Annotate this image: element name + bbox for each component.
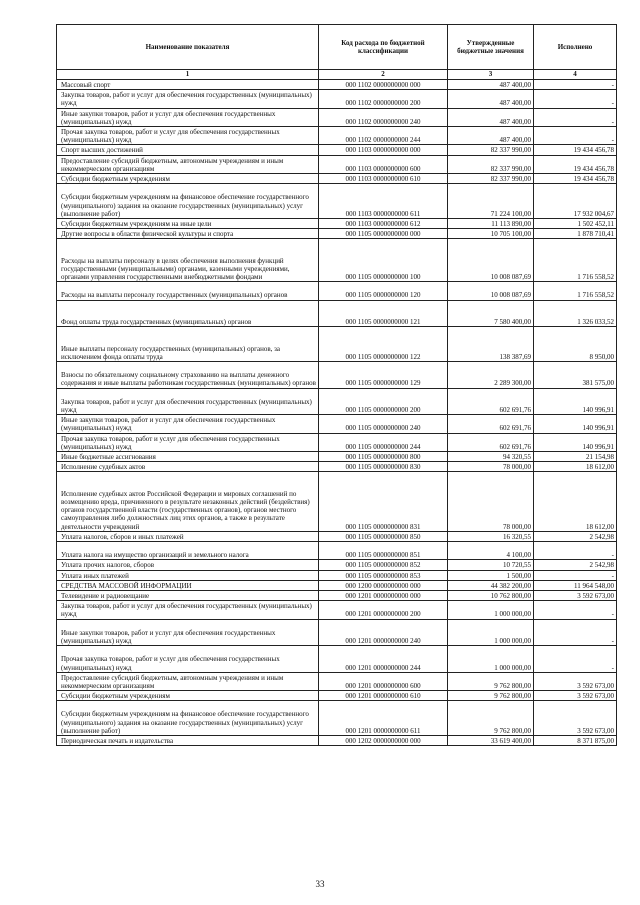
cell-approved: 33 619 400,00 <box>448 736 534 746</box>
cell-approved: 94 320,55 <box>448 452 534 462</box>
cell-approved: 1 000 000,00 <box>448 601 534 619</box>
cell-name: Расходы на выплаты персоналу государственных (муниципальных) органов <box>57 282 319 300</box>
table-row <box>57 472 617 531</box>
cell-executed: 18 612,00 <box>534 462 617 472</box>
table-row <box>57 362 617 389</box>
cell-approved: 602 691,76 <box>448 388 534 415</box>
cell-executed: 18 612,00 <box>534 472 617 531</box>
table-row <box>57 462 617 472</box>
cell-approved: 602 691,76 <box>448 415 534 433</box>
cell-approved: 10 720,55 <box>448 560 534 570</box>
cell-executed: - <box>534 619 617 646</box>
cell-name: Предоставление субсидий бюджетным, автономным учреждениям и иным некоммерческим организациям <box>57 155 319 173</box>
cell-name: Иные закупки товаров, работ и услуг для обеспечения государственных (муниципальных) нужд <box>57 415 319 433</box>
table-row <box>57 701 617 736</box>
cell-approved: 9 762 800,00 <box>448 701 534 736</box>
cell-approved: 10 008 087,69 <box>448 239 534 282</box>
table-row <box>57 145 617 155</box>
table-row <box>57 646 617 673</box>
cell-name: Иные закупки товаров, работ и услуг для обеспечения государственных (муниципальных) нужд <box>57 619 319 646</box>
table-row <box>57 433 617 451</box>
cell-name: Уплата налогов, сборов и иных платежей <box>57 531 319 541</box>
table-row <box>57 415 617 433</box>
cell-code: 000 1201 0000000000 000 <box>319 590 448 600</box>
cell-code: 000 1105 0000000000 240 <box>319 415 448 433</box>
cell-executed: 3 592 673,00 <box>534 701 617 736</box>
cell-name: СРЕДСТВА МАССОВОЙ ИНФОРМАЦИИ <box>57 580 319 590</box>
cell-code: 000 1105 0000000000 122 <box>319 327 448 362</box>
cell-approved: 7 580 400,00 <box>448 300 534 327</box>
cell-code: 000 1103 0000000000 612 <box>319 218 448 228</box>
cell-executed: 3 592 673,00 <box>534 691 617 701</box>
cell-code: 000 1105 0000000000 850 <box>319 531 448 541</box>
cell-code: 000 1201 0000000000 600 <box>319 672 448 690</box>
table-row <box>57 672 617 690</box>
cell-code: 000 1105 0000000000 121 <box>319 300 448 327</box>
cell-name: Телевидение и радиовещание <box>57 590 319 600</box>
cell-executed: 1 716 558,52 <box>534 282 617 300</box>
cell-approved: 602 691,76 <box>448 433 534 451</box>
cell-executed: - <box>534 90 617 108</box>
cell-name: Периодическая печать и издательства <box>57 736 319 746</box>
table-row <box>57 218 617 228</box>
cell-code: 000 1200 0000000000 000 <box>319 580 448 590</box>
cell-executed: 381 575,00 <box>534 362 617 389</box>
cell-approved: 71 224 100,00 <box>448 184 534 219</box>
cell-executed: - <box>534 570 617 580</box>
cell-name: Уплата прочих налогов, сборов <box>57 560 319 570</box>
header-name: Наименование показателя <box>57 25 319 70</box>
cell-executed: 1 326 033,52 <box>534 300 617 327</box>
table-row <box>57 590 617 600</box>
cell-approved: 78 000,00 <box>448 472 534 531</box>
cell-code: 000 1105 0000000000 853 <box>319 570 448 580</box>
cell-code: 000 1103 0000000000 000 <box>319 145 448 155</box>
cell-name: Прочая закупка товаров, работ и услуг для обеспечения государственных (муниципальных) нужд <box>57 433 319 451</box>
cell-executed: - <box>534 80 617 90</box>
table-row <box>57 452 617 462</box>
table-row <box>57 282 617 300</box>
cell-code: 000 1105 0000000000 120 <box>319 282 448 300</box>
cell-code: 000 1102 0000000000 000 <box>319 80 448 90</box>
cell-approved: 10 762 800,00 <box>448 590 534 600</box>
cell-code: 000 1102 0000000000 244 <box>319 126 448 144</box>
cell-name: Предоставление субсидий бюджетным, автономным учреждениям и иным некоммерческим организациям <box>57 672 319 690</box>
cell-approved: 9 762 800,00 <box>448 672 534 690</box>
cell-code: 000 1202 0000000000 000 <box>319 736 448 746</box>
cell-name: Расходы на выплаты персоналу в целях обеспечения выполнения функций государственными (муниципальными) органами, казенными учреждениями, органами управления государственными внебюджетными фондами <box>57 239 319 282</box>
cell-name: Субсидии бюджетным учреждениям на финансовое обеспечение государственного (муниципального) задания на оказание государственных (муниципальных) услуг (выполнение работ) <box>57 701 319 736</box>
cell-approved: 2 289 300,00 <box>448 362 534 389</box>
cell-name: Взносы по обязательному социальному страхованию на выплаты денежного содержания и иные выплаты работникам государственных (муниципальных) органов <box>57 362 319 389</box>
cell-executed: - <box>534 601 617 619</box>
cell-executed: 2 542,98 <box>534 560 617 570</box>
cell-name: Субсидии бюджетным учреждениям на иные цели <box>57 218 319 228</box>
column-number: 4 <box>534 70 617 80</box>
cell-executed: 19 434 456,78 <box>534 155 617 173</box>
cell-executed: - <box>534 126 617 144</box>
cell-approved: 487 400,00 <box>448 126 534 144</box>
column-number: 1 <box>57 70 319 80</box>
cell-executed: 8 950,00 <box>534 327 617 362</box>
cell-code: 000 1105 0000000000 830 <box>319 462 448 472</box>
cell-name: Иные закупки товаров, работ и услуг для обеспечения государственных (муниципальных) нужд <box>57 108 319 126</box>
page-number: 33 <box>315 879 325 889</box>
header-executed: Исполнено <box>534 25 617 70</box>
cell-executed: 140 996,91 <box>534 388 617 415</box>
cell-code: 000 1102 0000000000 200 <box>319 90 448 108</box>
table-row <box>57 580 617 590</box>
cell-name: Субсидии бюджетным учреждениям на финансовое обеспечение государственного (муниципального) задания на оказание государственных (муниципальных) услуг (выполнение работ) <box>57 184 319 219</box>
table-row <box>57 239 617 282</box>
cell-name: Другие вопросы в области физической культуры и спорта <box>57 229 319 239</box>
cell-code: 000 1105 0000000000 200 <box>319 388 448 415</box>
column-number: 3 <box>448 70 534 80</box>
table-header <box>57 25 617 80</box>
table-row <box>57 531 617 541</box>
cell-approved: 78 000,00 <box>448 462 534 472</box>
table-row <box>57 570 617 580</box>
table-row <box>57 736 617 746</box>
cell-executed: 1 716 558,52 <box>534 239 617 282</box>
cell-executed: - <box>534 542 617 560</box>
table-row <box>57 90 617 108</box>
cell-code: 000 1103 0000000000 610 <box>319 173 448 183</box>
cell-executed: 21 154,98 <box>534 452 617 462</box>
cell-approved: 487 400,00 <box>448 108 534 126</box>
cell-name: Уплата налога на имущество организаций и земельного налога <box>57 542 319 560</box>
table-row <box>57 619 617 646</box>
cell-executed: 11 964 548,00 <box>534 580 617 590</box>
cell-name: Исполнение судебных актов <box>57 462 319 472</box>
cell-name: Спорт высших достижений <box>57 145 319 155</box>
cell-executed: 3 592 673,00 <box>534 590 617 600</box>
table-row <box>57 184 617 219</box>
budget-table <box>56 24 617 746</box>
cell-code: 000 1201 0000000000 200 <box>319 601 448 619</box>
cell-code: 000 1105 0000000000 244 <box>319 433 448 451</box>
cell-executed: 19 434 456,78 <box>534 145 617 155</box>
cell-approved: 10 705 100,00 <box>448 229 534 239</box>
column-number: 2 <box>319 70 448 80</box>
table-row <box>57 691 617 701</box>
cell-executed: 3 592 673,00 <box>534 672 617 690</box>
cell-executed: - <box>534 646 617 673</box>
table-row <box>57 229 617 239</box>
cell-code: 000 1105 0000000000 129 <box>319 362 448 389</box>
cell-code: 000 1103 0000000000 600 <box>319 155 448 173</box>
cell-approved: 44 382 200,00 <box>448 580 534 590</box>
table-row <box>57 126 617 144</box>
column-number-row <box>57 70 617 80</box>
cell-name: Уплата иных платежей <box>57 570 319 580</box>
cell-executed: 140 996,91 <box>534 415 617 433</box>
cell-executed: 1 878 710,41 <box>534 229 617 239</box>
cell-name: Исполнение судебных актов Российской Федерации и мировых соглашений по возмещению вреда, причиненного в результате незаконных действий (бездействия) органов государственной власти (государственных органов), органов местного самоуправления либо должностных лиц этих органов, а также в результате деятельности учреждений <box>57 472 319 531</box>
table-row <box>57 300 617 327</box>
cell-code: 000 1105 0000000000 852 <box>319 560 448 570</box>
cell-code: 000 1102 0000000000 240 <box>319 108 448 126</box>
table-row <box>57 327 617 362</box>
cell-code: 000 1201 0000000000 610 <box>319 691 448 701</box>
cell-approved: 1 000 000,00 <box>448 619 534 646</box>
header-code: Код расхода по бюджетной классификации <box>319 25 448 70</box>
table-row <box>57 155 617 173</box>
table-body <box>57 80 617 746</box>
cell-executed: 140 996,91 <box>534 433 617 451</box>
cell-approved: 487 400,00 <box>448 80 534 90</box>
cell-approved: 82 337 990,00 <box>448 155 534 173</box>
cell-approved: 138 387,69 <box>448 327 534 362</box>
cell-name: Фонд оплаты труда государственных (муниципальных) органов <box>57 300 319 327</box>
header-approved: Утвержденные бюджетные значения <box>448 25 534 70</box>
cell-executed: 17 932 004,67 <box>534 184 617 219</box>
cell-name: Субсидии бюджетным учреждениям <box>57 173 319 183</box>
cell-approved: 487 400,00 <box>448 90 534 108</box>
cell-code: 000 1201 0000000000 611 <box>319 701 448 736</box>
cell-approved: 16 320,55 <box>448 531 534 541</box>
cell-executed: 2 542,98 <box>534 531 617 541</box>
cell-approved: 1 000 000,00 <box>448 646 534 673</box>
cell-code: 000 1105 0000000000 000 <box>319 229 448 239</box>
cell-name: Субсидии бюджетным учреждениям <box>57 691 319 701</box>
table-row <box>57 601 617 619</box>
cell-name: Закупка товаров, работ и услуг для обеспечения государственных (муниципальных) нужд <box>57 90 319 108</box>
cell-executed: 1 502 452,11 <box>534 218 617 228</box>
cell-approved: 82 337 990,00 <box>448 145 534 155</box>
table-row <box>57 108 617 126</box>
cell-approved: 10 008 087,69 <box>448 282 534 300</box>
cell-name: Иные бюджетные ассигнования <box>57 452 319 462</box>
cell-executed: 8 371 875,00 <box>534 736 617 746</box>
cell-executed: - <box>534 108 617 126</box>
cell-name: Иные выплаты персоналу государственных (муниципальных) органов, за исключением фонда оплаты труда <box>57 327 319 362</box>
table-row <box>57 80 617 90</box>
cell-approved: 9 762 800,00 <box>448 691 534 701</box>
table-row <box>57 542 617 560</box>
cell-name: Прочая закупка товаров, работ и услуг для обеспечения государственных (муниципальных) нужд <box>57 646 319 673</box>
cell-code: 000 1105 0000000000 800 <box>319 452 448 462</box>
cell-approved: 11 113 890,00 <box>448 218 534 228</box>
table-row <box>57 173 617 183</box>
table-row <box>57 560 617 570</box>
cell-code: 000 1201 0000000000 240 <box>319 619 448 646</box>
cell-code: 000 1105 0000000000 100 <box>319 239 448 282</box>
cell-approved: 1 500,00 <box>448 570 534 580</box>
cell-executed: 19 434 456,78 <box>534 173 617 183</box>
cell-code: 000 1105 0000000000 851 <box>319 542 448 560</box>
cell-code: 000 1103 0000000000 611 <box>319 184 448 219</box>
cell-name: Прочая закупка товаров, работ и услуг для обеспечения государственных (муниципальных) нужд <box>57 126 319 144</box>
budget-sheet <box>56 24 616 746</box>
cell-code: 000 1201 0000000000 244 <box>319 646 448 673</box>
cell-code: 000 1105 0000000000 831 <box>319 472 448 531</box>
table-row <box>57 388 617 415</box>
cell-approved: 4 100,00 <box>448 542 534 560</box>
cell-name: Закупка товаров, работ и услуг для обеспечения государственных (муниципальных) нужд <box>57 388 319 415</box>
cell-approved: 82 337 990,00 <box>448 173 534 183</box>
cell-name: Закупка товаров, работ и услуг для обеспечения государственных (муниципальных) нужд <box>57 601 319 619</box>
cell-name: Массовый спорт <box>57 80 319 90</box>
